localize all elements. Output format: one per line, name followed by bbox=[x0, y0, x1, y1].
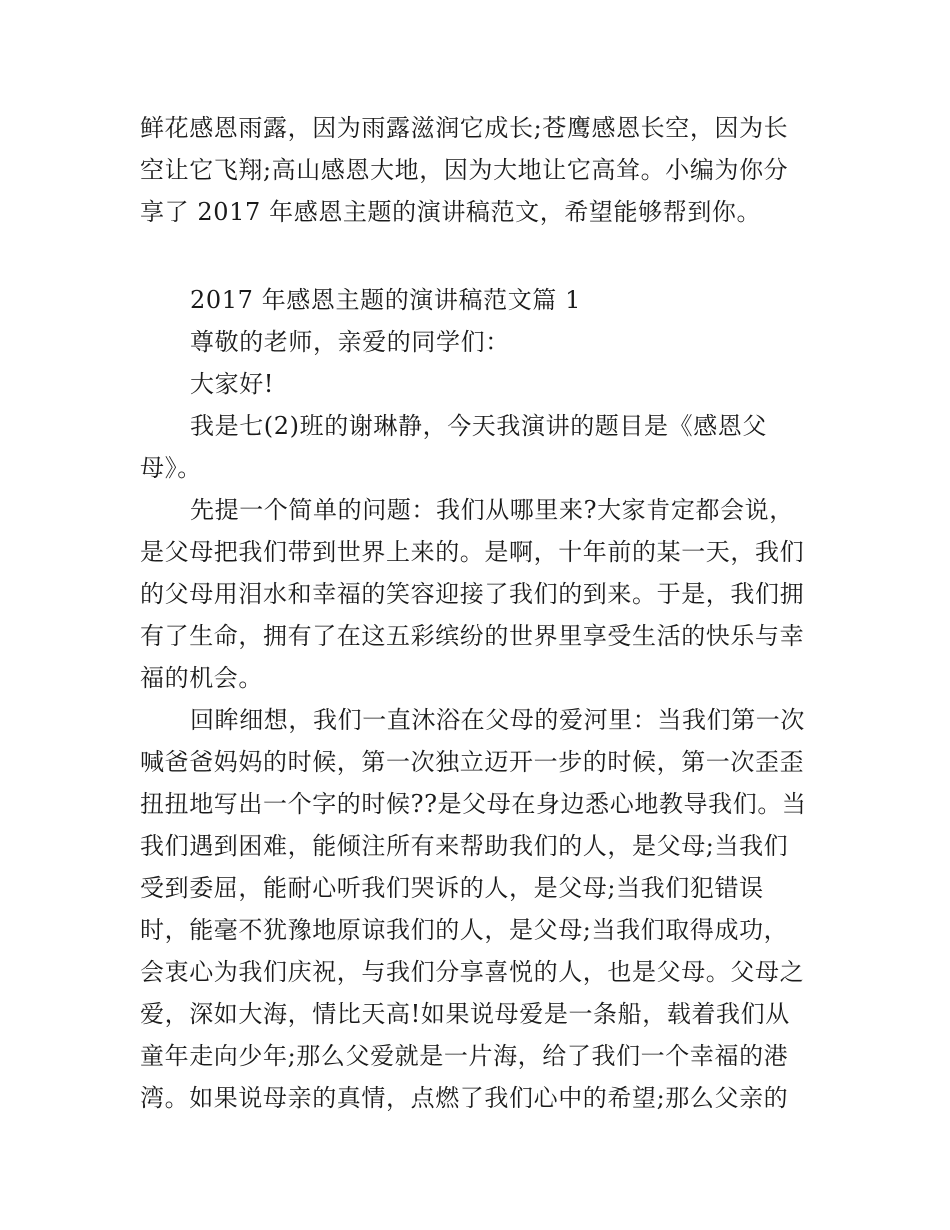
paragraph-3-line-7: 会衷心为我们庆祝，与我们分享喜悦的人，也是父母。父母之 bbox=[140, 958, 805, 986]
intro-line-3: 享了 2017 年感恩主题的演讲稿范文，希望能够帮到你。 bbox=[140, 198, 762, 226]
paragraph-2-line-2: 是父母把我们带到世界上来的。是啊，十年前的某一天，我们 bbox=[140, 538, 805, 566]
paragraph-2-line-5: 福的机会。 bbox=[140, 664, 263, 692]
paragraph-2-line-3: 的父母用泪水和幸福的笑容迎接了我们的到来。于是，我们拥 bbox=[140, 580, 805, 608]
paragraph-3-line-9: 童年走向少年;那么父爱就是一片海，给了我们一个幸福的港 bbox=[140, 1042, 789, 1070]
paragraph-1-line-1: 我是七(2)班的谢琳静，今天我演讲的题目是《感恩父 bbox=[190, 412, 767, 440]
paragraph-3-line-4: 我们遇到困难，能倾注所有来帮助我们的人，是父母;当我们 bbox=[140, 832, 789, 860]
intro-line-2: 空让它飞翔;高山感恩大地，因为大地让它高耸。小编为你分 bbox=[140, 156, 789, 184]
paragraph-3-line-10: 湾。如果说母亲的真情，点燃了我们心中的希望;那么父亲的 bbox=[140, 1084, 789, 1112]
salutation: 尊敬的老师，亲爱的同学们： bbox=[190, 328, 510, 356]
intro-line-1: 鲜花感恩雨露，因为雨露滋润它成长;苍鹰感恩长空，因为长 bbox=[140, 114, 789, 142]
paragraph-2-line-1: 先提一个简单的问题：我们从哪里来?大家肯定都会说， bbox=[190, 496, 794, 524]
paragraph-3-line-3: 扭扭地写出一个字的时候??是父母在身边悉心地教导我们。当 bbox=[140, 790, 807, 818]
paragraph-3-line-8: 爱，深如大海，情比天高!如果说母爱是一条船，载着我们从 bbox=[140, 1000, 790, 1028]
section-heading: 2017 年感恩主题的演讲稿范文篇 1 bbox=[190, 286, 582, 314]
paragraph-3-line-2: 喊爸爸妈妈的时候，第一次独立迈开一步的时候，第一次歪歪 bbox=[140, 748, 805, 776]
paragraph-2-line-4: 有了生命，拥有了在这五彩缤纷的世界里享受生活的快乐与幸 bbox=[140, 622, 805, 650]
paragraph-3-line-6: 时，能毫不犹豫地原谅我们的人，是父母;当我们取得成功， bbox=[140, 916, 789, 944]
paragraph-1-line-2: 母》。 bbox=[140, 454, 202, 482]
paragraph-3-line-1: 回眸细想，我们一直沐浴在父母的爱河里：当我们第一次 bbox=[190, 706, 805, 734]
paragraph-3-line-5: 受到委屈，能耐心听我们哭诉的人，是父母;当我们犯错误 bbox=[140, 874, 764, 902]
greeting: 大家好! bbox=[190, 370, 275, 398]
